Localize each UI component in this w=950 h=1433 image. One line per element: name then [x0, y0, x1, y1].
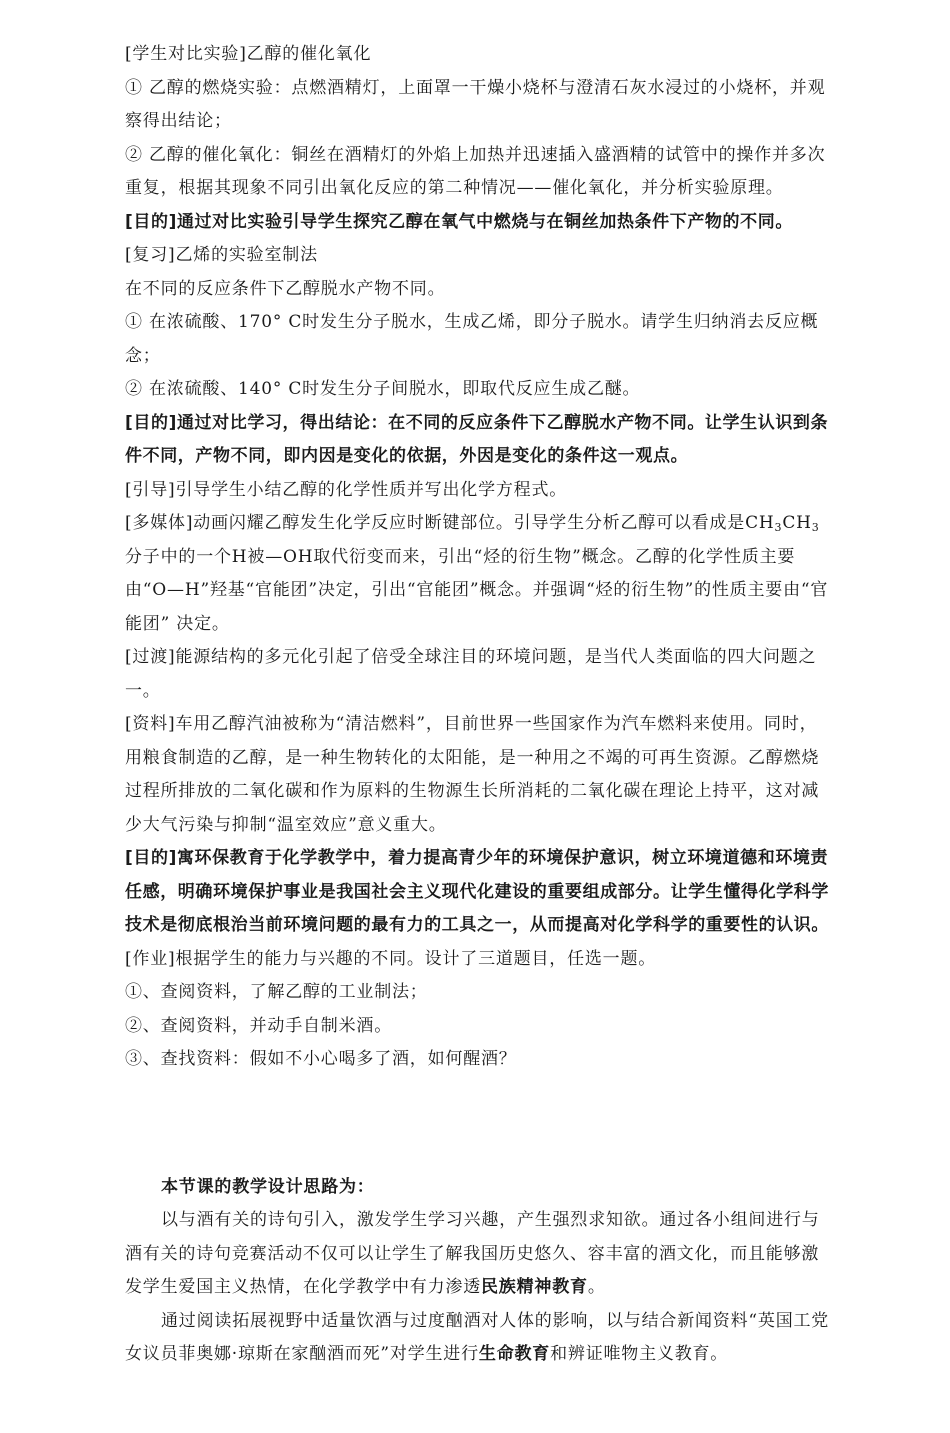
homework-item-3: ③、查找资料：假如不小心喝多了酒，如何醒酒？: [125, 1049, 517, 1069]
review-heading: [复习]乙烯的实验室制法: [125, 245, 318, 265]
summary-p1-end: 。: [587, 1277, 606, 1297]
multimedia-text-b: 分子中的一个H被—OH取代衍变而来，引出“烃的衍生物”概念。乙醇的化学性质主要由“O—H”羟基“官能团”决定，引出“官能团”概念。并强调“烃的衍生物”的性质主要由“官能团” 决定。: [125, 546, 829, 634]
review-point-2: ② 在浓硫酸、140° C时发生分子间脱水，即取代反应生成乙醚。: [125, 379, 641, 399]
section-heading-experiment: [学生对比实验]乙醇的催化氧化: [125, 44, 372, 64]
life-education: 生命教育: [478, 1344, 551, 1364]
document-body: [125, 38, 830, 1372]
guide-paragraph: [引导]引导学生小结乙醇的化学性质并写出化学方程式。: [125, 479, 568, 500]
design-summary-paragraph-2: [125, 1305, 830, 1372]
multimedia-paragraph: [125, 507, 830, 641]
summary-p2-end: 和辨证唯物主义教育。: [550, 1344, 729, 1364]
formula-ch-2: CH: [782, 513, 812, 533]
homework-item-1: ①、查阅资料，了解乙醇的工业制法；: [125, 982, 428, 1002]
homework-item-2: ②、查阅资料，并动手自制米酒。: [125, 1015, 392, 1036]
formula-ch-1: CH: [745, 513, 775, 533]
national-spirit-education: 民族精神教育: [481, 1277, 588, 1297]
review-intro: 在不同的反应条件下乙醇脱水产物不同。: [125, 278, 446, 299]
material-paragraph: [资料]车用乙醇汽油被称为“清洁燃料”，目前世界一些国家作为汽车燃料来使用。同时，用粮食制造的乙醇，是一种生物转化的太阳能，是一种用之不竭的可再生资源。乙醇燃烧过程所排放的二氧化碳和作为原料的生物源生长所消耗的二氧化碳在理论上持平，这对减少大气污染与抑制“温室效应”意义重大。: [125, 714, 820, 835]
design-summary-title: 本节课的教学设计思路为：: [161, 1176, 375, 1197]
transition-paragraph: [过渡]能源结构的多元化引起了倍受全球注目的环境问题，是当代人类面临的四大问题之一。: [125, 647, 817, 701]
experiment-step-2: ② 乙醇的催化氧化：铜丝在酒精灯的外焰上加热并迅速插入盛酒精的试管中的操作并多次重复，根据其现象不同引出氧化反应的第二种情况——催化氧化，并分析实验原理。: [125, 144, 826, 198]
purpose-paragraph-3: [目的]寓环保教育于化学教学中，着力提高青少年的环境保护意识，树立环境道德和环境责任感，明确环境保护事业是我国社会主义现代化建设的重要组成部分。让学生懂得化学科学技术是彻底根治当前环境问题的最有力的工具之一，从而提高对化学科学的重要性的认识。: [125, 848, 829, 935]
formula-subscript-1: 3: [774, 521, 783, 534]
summary-p1-text: 以与酒有关的诗句引入，激发学生学习兴趣，产生强烈求知欲。通过各小组间进行与酒有关的诗句竞赛活动不仅可以让学生了解我国历史悠久、容丰富的酒文化，而且能够激发学生爱国主义热情，在化学教学中有力渗透: [125, 1210, 820, 1297]
summary-p2-text: 通过阅读拓展视野中适量饮酒与过度酗酒对人体的影响，以与结合新闻资料“英国工党女议员菲奥娜·琼斯在家酗酒而死”对学生进行: [125, 1310, 830, 1364]
experiment-step-1: ① 乙醇的燃烧实验：点燃酒精灯，上面罩一干燥小烧杯与澄清石灰水浸过的小烧杯，并观察得出结论；: [125, 77, 826, 131]
review-point-1: ① 在浓硫酸、170° C时发生分子脱水，生成乙烯，即分子脱水。请学生归纳消去反应概念；: [125, 312, 819, 366]
section-spacer: [125, 1077, 830, 1171]
formula-subscript-2: 3: [811, 521, 820, 534]
homework-heading: [作业]根据学生的能力与兴趣的不同。设计了三道题目，任选一题。: [125, 948, 657, 969]
purpose-paragraph-2: [目的]通过对比学习，得出结论：在不同的反应条件下乙醇脱水产物不同。让学生认识到条件不同，产物不同，即内因是变化的依据，外因是变化的条件这一观点。: [125, 412, 829, 466]
purpose-paragraph-1: [目的]通过对比实验引导学生探究乙醇在氧气中燃烧与在铜丝加热条件下产物的不同。: [125, 211, 793, 232]
design-summary-paragraph-1: [125, 1204, 830, 1305]
multimedia-text-a: [多媒体]动画闪耀乙醇发生化学反应时断键部位。引导学生分析乙醇可以看成是: [125, 513, 746, 533]
